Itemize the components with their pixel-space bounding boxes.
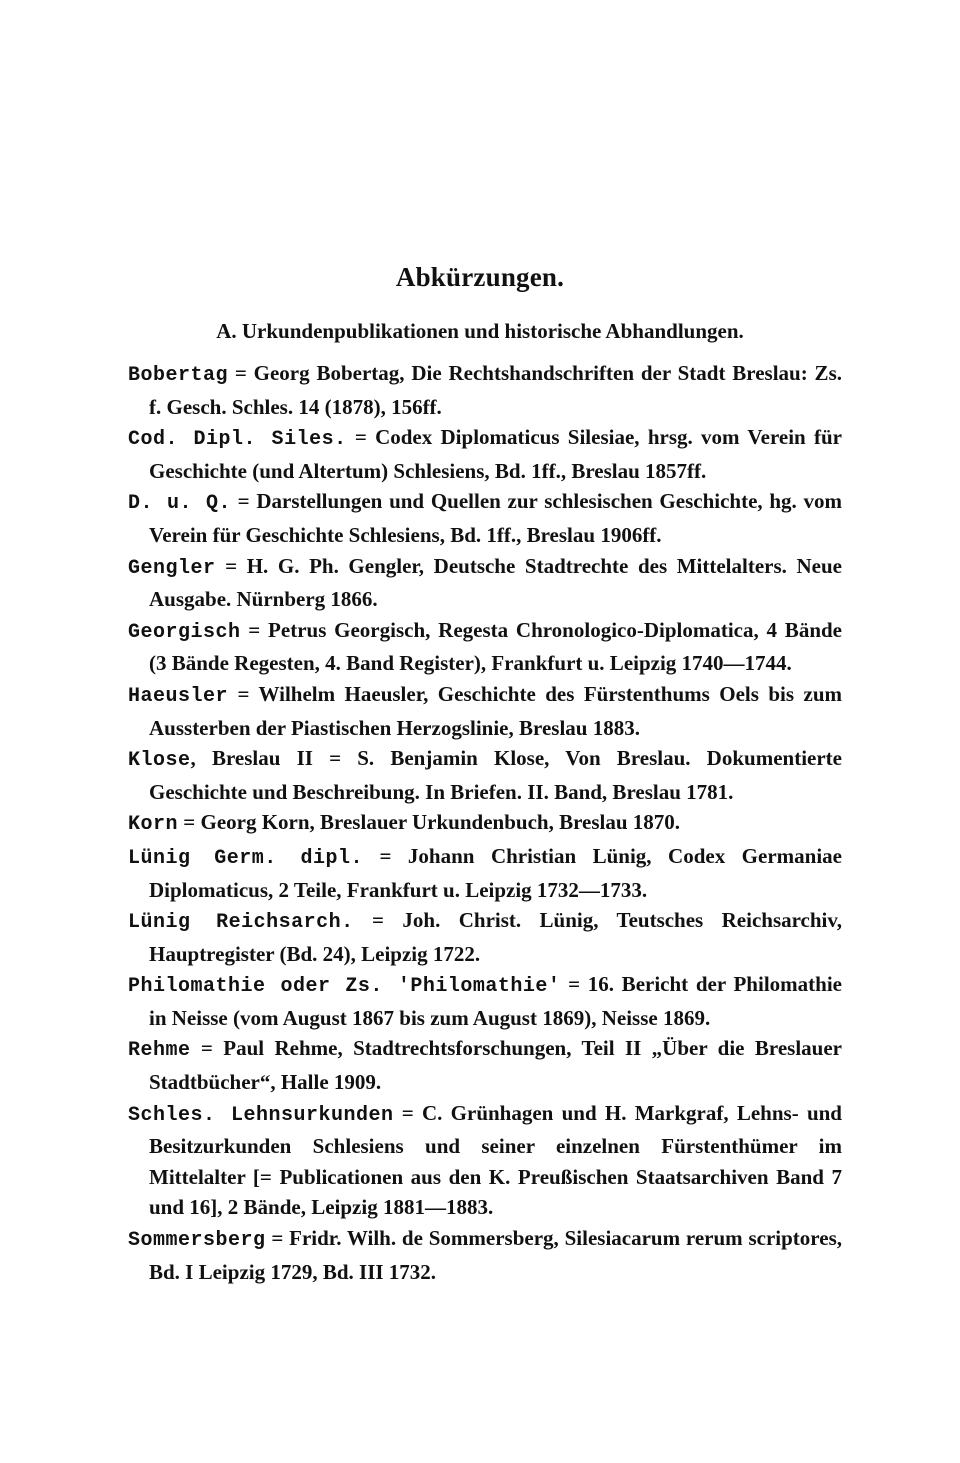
abbreviation-entry [128, 841, 842, 905]
abbreviation-text: = Johann Christian Lünig, Codex Germaniae Diplomaticus, 2 Teile, Frankfurt u. Leipzig 1732—1733. [149, 843, 842, 902]
abbreviation-entry [128, 551, 842, 615]
abbreviation-text: = H. G. Ph. Gengler, Deutsche Stadtrechte des Mittelalters. Neue Ausgabe. Nürnberg 1866. [149, 553, 842, 612]
abbreviation-text: = Georg Bobertag, Die Rechtshandschriften der Stadt Breslau: Zs. f. Gesch. Schles. 14 (1878), 156ff. [149, 361, 842, 419]
abbreviation-entry [128, 615, 842, 679]
abbreviation-entry [128, 905, 842, 969]
abbreviation-key: Klose [128, 749, 191, 773]
abbreviation-entry [128, 743, 842, 807]
abbreviation-text: = Paul Rehme, Stadtrechtsforschungen, Teil II „Über die Breslauer Stadtbücher“, Halle 1909. [149, 1036, 842, 1095]
abbreviation-text: , Breslau II = S. Benjamin Klose, Von Breslau. Dokumentierte Geschichte und Beschreibung. In Briefen. II. Band, Breslau 1781. [149, 746, 842, 804]
abbreviation-entry [128, 1098, 842, 1223]
abbreviation-text: = Codex Diplomaticus Silesiae, hrsg. vom Verein für Geschichte (und Altertum) Schlesiens, Bd. 1ff., Breslau 1857ff. [149, 425, 842, 483]
abbreviation-text: = C. Grünhagen und H. Markgraf, Lehns- und Besitzurkunden Schlesiens und seiner einzelnen Fürstenthümer im Mittelalter [= Publicationen aus den K. Preußischen Staatsarchiven Band 7 und 16], 2 Bände, Leipzig 1881—1883. [149, 1100, 842, 1220]
abbreviation-text: = 16. Bericht der Philomathie in Neisse (vom August 1867 bis zum August 1869), Neisse 1869. [149, 972, 842, 1030]
abbreviation-list [128, 358, 842, 1287]
abbreviation-key: Gengler [128, 556, 216, 580]
abbreviation-key: Lünig Reichsarch. [128, 911, 354, 935]
abbreviation-entry [128, 679, 842, 743]
abbreviation-entry [128, 358, 842, 422]
abbreviation-text: = Georg Korn, Breslauer Urkundenbuch, Breslau 1870. [178, 810, 681, 835]
abbreviation-text: = Petrus Georgisch, Regesta Chronologico-Diplomatica, 4 Bände (3 Bände Regesten, 4. Band Register), Frankfurt u. Leipzig 1740—1744. [149, 617, 842, 676]
abbreviation-key: Bobertag [128, 364, 229, 387]
abbreviation-entry [128, 807, 842, 841]
abbreviation-text: = Wilhelm Haeusler, Geschichte des Fürstenthums Oels bis zum Aussterben der Piastischen Herzogslinie, Breslau 1883. [149, 681, 842, 740]
abbreviation-key: Haeusler [128, 684, 229, 708]
abbreviation-key: Lünig Germ. dipl. [128, 846, 363, 870]
abbreviation-entry [128, 1033, 842, 1097]
section-heading: A. Urkundenpublikationen und historische Abhandlungen. [216, 319, 744, 343]
abbreviation-entry [128, 1223, 842, 1287]
abbreviation-entry [128, 486, 842, 550]
abbreviation-key: Korn [128, 813, 179, 837]
abbreviation-text: = Darstellungen und Quellen zur schlesischen Geschichte, hg. vom Verein für Geschichte Schlesiens, Bd. 1ff., Breslau 1906ff. [149, 489, 843, 547]
abbreviation-entry [128, 969, 842, 1033]
abbreviation-key: Philomathie oder Zs. 'Philomathie' [128, 975, 561, 999]
abbreviation-key: D. u. Q. [128, 492, 231, 516]
abbreviation-key: Georgisch [128, 620, 241, 644]
abbreviation-text: = Fridr. Wilh. de Sommersberg, Silesiacarum rerum scriptores, Bd. I Leipzig 1729, Bd. III 1732. [149, 1226, 842, 1284]
abbreviation-entry [128, 422, 842, 486]
page-title: Abkürzungen. [395, 262, 565, 292]
abbreviation-key: Schles. Lehnsurkunden [128, 1103, 394, 1127]
abbreviation-key: Sommersberg [128, 1229, 266, 1253]
abbreviation-key: Rehme [128, 1039, 191, 1063]
abbreviation-key: Cod. Dipl. Siles. [128, 428, 347, 452]
abbreviation-text: = Joh. Christ. Lünig, Teutsches Reichsarchiv, Hauptregister (Bd. 24), Leipzig 1722. [149, 908, 842, 966]
